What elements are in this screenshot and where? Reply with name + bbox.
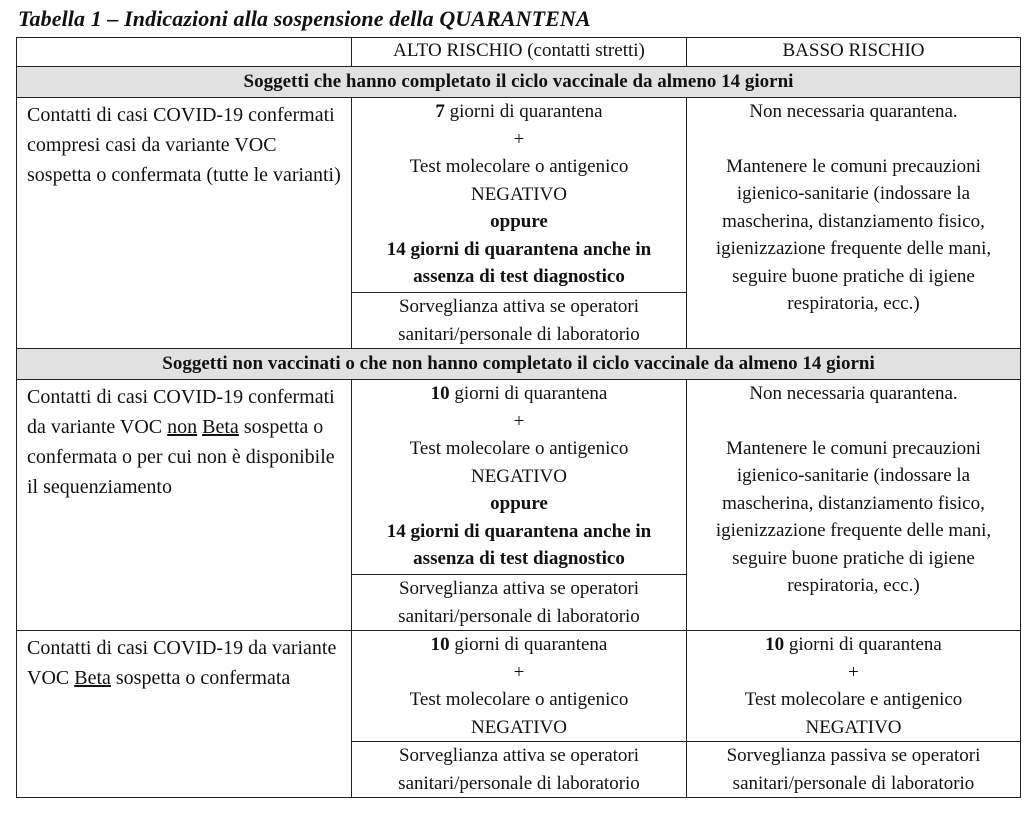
negativo-text: NEGATIVO (470, 465, 568, 487)
desc-text: sospetta o confermata (110, 667, 291, 689)
days-line (358, 631, 680, 659)
spacer (693, 408, 1014, 435)
days-text: giorni di quarantena (444, 101, 603, 122)
table-row (17, 380, 1021, 575)
plus-sign: + (513, 661, 525, 683)
days-line (358, 380, 680, 408)
surveillance-cell (352, 575, 687, 631)
precaution-line-6: respiratoria, ecc.) (787, 575, 920, 596)
surveillance-line-1: Sorveglianza attiva se operatori (398, 296, 640, 317)
alt-line-1: 14 giorni di quarantena anche in (386, 238, 652, 260)
precaution-line-3: mascherina, distanziamento fisico, (722, 210, 985, 232)
table-row (17, 631, 1021, 742)
header-low-risk: BASSO RISCHIO (687, 38, 1021, 67)
precaution-line-4: igienizzazione frequente delle mani, (715, 520, 992, 541)
low-risk-cell (687, 631, 1021, 742)
surveillance-cell (352, 742, 687, 798)
days-number: 10 (765, 634, 785, 655)
days-line (358, 98, 680, 126)
negativo-text: NEGATIVO (470, 183, 568, 205)
surveillance-cell (352, 293, 687, 349)
header-empty-cell (17, 38, 352, 67)
section-title: Soggetti non vaccinati o che non hanno completato il ciclo vaccinale da almeno 14 giorni (17, 349, 1021, 380)
precaution-line-6: respiratoria, ecc.) (787, 293, 920, 314)
days-number: 10 (430, 383, 450, 404)
surveillance-line-2: sanitari/personale di laboratorio (732, 772, 975, 794)
negativo-text: NEGATIVO (805, 716, 902, 738)
negativo-text: NEGATIVO (470, 716, 568, 738)
precaution-line-3: mascherina, distanziamento fisico, (722, 492, 985, 514)
precaution-line-1: Mantenere le comuni precauzioni (726, 437, 981, 459)
surveillance-line-1: Sorveglianza attiva se operatori (398, 745, 640, 766)
plus-sign: + (513, 128, 525, 150)
test-text: Test molecolare e antigenico (744, 689, 963, 710)
precaution-line-2: igienico-sanitarie (indossare la (736, 465, 971, 486)
alt-line-2: assenza di test diagnostico (413, 266, 625, 287)
precaution-line-5: seguire buone pratiche di igiene (732, 265, 975, 287)
test-text: Test molecolare o antigenico (409, 156, 629, 177)
desc-underlined: non (167, 416, 198, 438)
passive-surveillance-cell (687, 742, 1021, 798)
precaution-line-4: igienizzazione frequente delle mani, (715, 238, 992, 259)
desc-text: Contatti di casi COVID-19 confermati da variante VOC (27, 386, 335, 438)
surveillance-line-2: sanitari/personale di laboratorio (398, 772, 640, 794)
desc-underlined: Beta (74, 667, 111, 689)
desc-text: Contatti di casi COVID-19 da variante VOC (27, 637, 337, 689)
no-quarantine-text: Non necessaria quarantena. (749, 101, 958, 122)
header-high-risk: ALTO RISCHIO (contatti stretti) (352, 38, 687, 67)
no-quarantine-text: Non necessaria quarantena. (749, 383, 958, 404)
days-text: giorni di quarantena (449, 634, 608, 655)
desc-text: sospetta o confermata o per cui non è disponibile il sequenziamento (27, 416, 335, 498)
surveillance-line-1: Sorveglianza attiva se operatori (398, 578, 640, 599)
high-risk-cell (352, 98, 687, 293)
alt-line-1: 14 giorni di quarantena anche in (386, 520, 652, 542)
quarantine-table (16, 37, 1021, 798)
plus-sign: + (848, 661, 859, 683)
section-unvaccinated (17, 349, 1021, 380)
header-row (17, 38, 1021, 67)
high-risk-cell (352, 380, 687, 575)
section-vaccinated (17, 67, 1021, 98)
surveillance-line-2: sanitari/personale di laboratorio (398, 323, 640, 345)
precaution-line-2: igienico-sanitarie (indossare la (736, 183, 971, 204)
row-description: Contatti di casi COVID-19 confermati compresi casi da variante VOC sospetta o confermata (tutte le varianti) (17, 98, 352, 349)
oppure-text: oppure (490, 493, 548, 514)
surveillance-line-1: Sorveglianza passiva se operatori (726, 745, 981, 766)
high-risk-cell (352, 631, 687, 742)
test-text: Test molecolare o antigenico (409, 438, 629, 459)
days-line (693, 631, 1014, 659)
oppure-text: oppure (490, 211, 548, 232)
surveillance-line-2: sanitari/personale di laboratorio (398, 605, 640, 627)
section-title: Soggetti che hanno completato il ciclo vaccinale da almeno 14 giorni (17, 67, 1021, 98)
days-text: giorni di quarantena (449, 383, 608, 404)
low-risk-cell (687, 380, 1021, 631)
plus-sign: + (513, 410, 525, 432)
row-description (17, 380, 352, 631)
table-caption: Tabella 1 – Indicazioni alla sospensione della QUARANTENA (18, 6, 591, 31)
desc-underlined: Beta (202, 416, 239, 438)
alt-line-2: assenza di test diagnostico (413, 548, 625, 569)
precaution-line-5: seguire buone pratiche di igiene (732, 547, 975, 569)
precaution-line-1: Mantenere le comuni precauzioni (726, 155, 981, 177)
low-risk-cell (687, 98, 1021, 349)
days-number: 7 (435, 101, 445, 122)
days-number: 10 (430, 634, 450, 655)
table-row (17, 98, 1021, 293)
days-text: giorni di quarantena (784, 634, 942, 655)
row-description (17, 631, 352, 798)
test-text: Test molecolare o antigenico (409, 689, 629, 710)
spacer (693, 126, 1014, 153)
